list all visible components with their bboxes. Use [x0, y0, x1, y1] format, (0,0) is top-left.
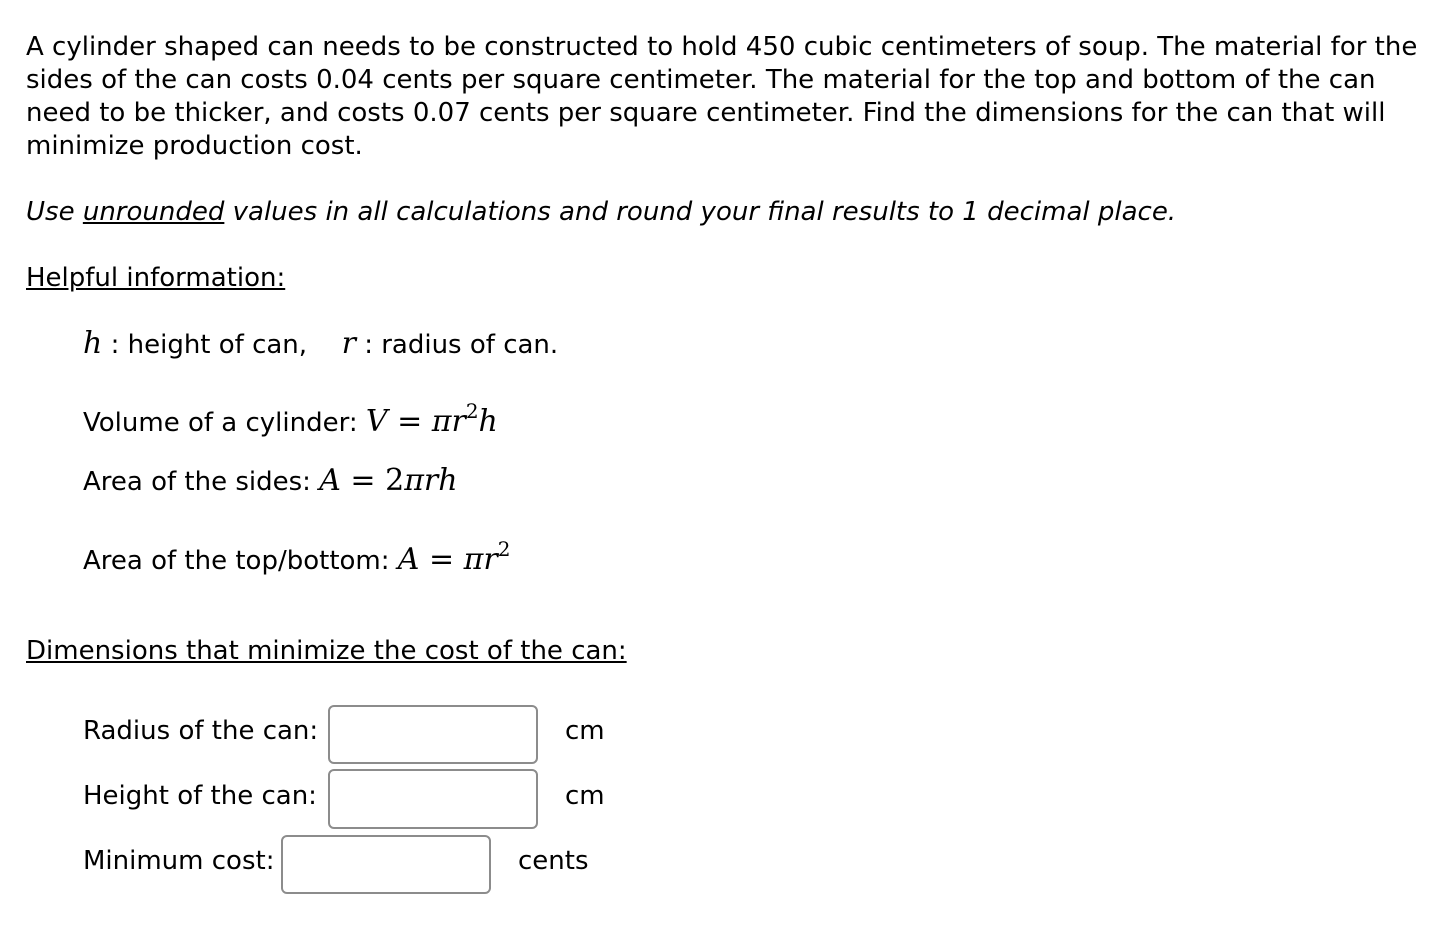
cost-unit: cents	[518, 846, 589, 876]
radius-symbol: r	[341, 326, 356, 361]
sides-coefficient: 2	[385, 463, 405, 498]
sides-lhs: A	[319, 463, 341, 498]
topbottom-pi: π	[463, 542, 484, 577]
rounding-instruction	[26, 196, 1176, 229]
instruction-emphasis: unrounded	[82, 197, 225, 227]
cost-input[interactable]	[281, 835, 491, 894]
height-definition: : height of can,	[102, 330, 308, 360]
volume-pi: π	[431, 404, 452, 439]
topbottom-label: Area of the top/bottom:	[83, 546, 398, 576]
radius-definition: : radius of can.	[355, 330, 559, 360]
problem-statement: A cylinder shaped can needs to be constructed to hold 450 cubic centimeters of soup. The material for the sides of the can costs 0.04 cents per square centimeter. The material for the top and bottom of the can need to be thicker, and costs 0.07 cents per square centimeter. Find the dimensions for the can that will minimize production cost.	[26, 32, 1418, 161]
cost-label: Minimum cost:	[83, 846, 275, 876]
topbottom-exponent: 2	[497, 537, 511, 561]
instruction-prefix: Use	[26, 197, 83, 227]
topbottom-equals: =	[419, 542, 464, 577]
height-label: Height of the can:	[83, 781, 317, 811]
sides-pi: π	[404, 463, 424, 498]
topbottom-lhs: A	[397, 542, 420, 577]
height-symbol: h	[83, 326, 103, 361]
volume-lhs: V	[365, 404, 388, 439]
radius-label: Radius of the can:	[83, 716, 319, 746]
sides-equals: =	[340, 463, 386, 498]
helpful-info-heading: Helpful information:	[26, 263, 286, 293]
sides-r: r	[423, 463, 439, 498]
height-input[interactable]	[328, 769, 538, 829]
volume-equals: =	[387, 404, 432, 439]
volume-formula	[83, 397, 498, 440]
volume-label: Volume of a cylinder:	[83, 408, 366, 438]
height-unit: cm	[565, 781, 605, 811]
volume-exponent: 2	[465, 399, 479, 423]
topbottom-r: r	[483, 542, 498, 577]
variable-definitions	[83, 327, 558, 362]
volume-r: r	[451, 404, 466, 439]
sides-h: h	[438, 463, 458, 498]
answers-heading: Dimensions that minimize the cost of the can:	[26, 636, 627, 666]
instruction-suffix: values in all calculations and round your final results to 1 decimal place.	[224, 197, 1177, 227]
sides-area-formula	[83, 464, 458, 499]
topbottom-area-formula	[83, 535, 510, 578]
sides-label: Area of the sides:	[83, 467, 320, 497]
radius-unit: cm	[565, 716, 605, 746]
volume-h: h	[478, 404, 498, 439]
radius-input[interactable]	[328, 705, 538, 764]
